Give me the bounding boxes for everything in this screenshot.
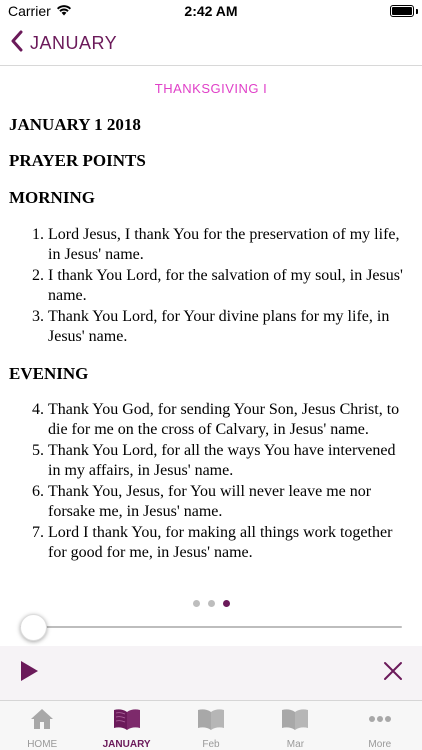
audio-player-bar — [0, 646, 422, 700]
back-label: JANUARY — [30, 33, 118, 53]
nav-bar — [0, 22, 422, 66]
tab-home-label: HOME — [27, 739, 58, 750]
prayer-item-text: Lord Jesus, I thank You for the preservation of my life, in Jesus' name. — [48, 226, 400, 263]
prayer-item-number: 1. — [32, 226, 44, 243]
chevron-left-icon — [10, 30, 24, 57]
prayer-item-number: 5. — [32, 442, 44, 459]
tab-mar-label: Mar — [286, 739, 305, 750]
tab-feb-label: Feb — [202, 739, 220, 750]
audio-progress-slider[interactable] — [20, 614, 402, 640]
prayer-item — [0, 225, 422, 265]
tab-more-label: More — [368, 739, 392, 750]
prayer-item — [0, 441, 422, 481]
morning-list — [0, 225, 422, 348]
close-icon — [382, 669, 404, 686]
tab-bar — [0, 700, 422, 750]
evening-heading: EVENING — [9, 364, 89, 383]
status-bar — [0, 0, 422, 22]
battery-icon — [390, 5, 414, 17]
back-button[interactable] — [10, 30, 117, 57]
tab-mar[interactable] — [253, 701, 337, 750]
evening-list — [0, 400, 422, 564]
play-icon — [18, 670, 40, 687]
prayer-item-text: Thank You Lord, for all the ways You have intervened in my affairs, in Jesus' name. — [48, 442, 396, 479]
section-title: THANKSGIVING I — [154, 81, 268, 96]
prayer-item — [0, 307, 422, 347]
prayer-item — [0, 523, 422, 563]
prayer-item — [0, 266, 422, 306]
slider-track — [20, 626, 402, 628]
prayer-item — [0, 400, 422, 440]
play-button[interactable] — [18, 659, 40, 688]
prayer-item-number: 6. — [32, 483, 44, 500]
status-time: 2:42 AM — [184, 3, 238, 19]
prayer-item-text: I thank You Lord, for the salvation of my soul, in Jesus' name. — [48, 267, 403, 304]
prayer-item-number: 3. — [32, 308, 44, 325]
home-icon — [29, 707, 55, 736]
tab-feb[interactable] — [169, 701, 253, 750]
book-icon — [196, 707, 226, 736]
prayer-item-text: Thank You Lord, for Your divine plans for my life, in Jesus' name. — [48, 308, 390, 345]
page-indicator[interactable] — [0, 600, 422, 607]
tab-january-label: JANUARY — [102, 739, 151, 750]
page-dot[interactable] — [193, 600, 200, 607]
slider-thumb[interactable] — [20, 614, 47, 641]
page-dot[interactable] — [208, 600, 215, 607]
morning-heading: MORNING — [9, 188, 95, 207]
prayer-item-number: 4. — [32, 401, 44, 418]
tab-home[interactable] — [0, 701, 84, 750]
prayer-item-number: 2. — [32, 267, 44, 284]
prayer-points-heading: PRAYER POINTS — [9, 151, 146, 170]
prayer-item-number: 7. — [32, 524, 44, 541]
prayer-item — [0, 482, 422, 522]
page-dot[interactable] — [223, 600, 230, 607]
carrier-label: Carrier — [8, 3, 51, 19]
date-heading: JANUARY 1 2018 — [9, 115, 141, 134]
prayer-item-text: Lord I thank You, for making all things work together for good for me, in Jesus' name. — [48, 524, 393, 561]
book-icon — [112, 707, 142, 736]
battery-tip — [416, 9, 418, 14]
prayer-item-text: Thank You, Jesus, for You will never leave me nor forsake me, in Jesus' name. — [48, 483, 372, 520]
tab-january[interactable] — [84, 701, 168, 750]
book-icon — [280, 707, 310, 736]
tab-more[interactable] — [338, 701, 422, 750]
more-icon — [366, 707, 394, 736]
close-player-button[interactable] — [382, 660, 404, 687]
prayer-item-text: Thank You God, for sending Your Son, Jesus Christ, to die for me on the cross of Calvary, in Jesus' name. — [48, 401, 400, 438]
